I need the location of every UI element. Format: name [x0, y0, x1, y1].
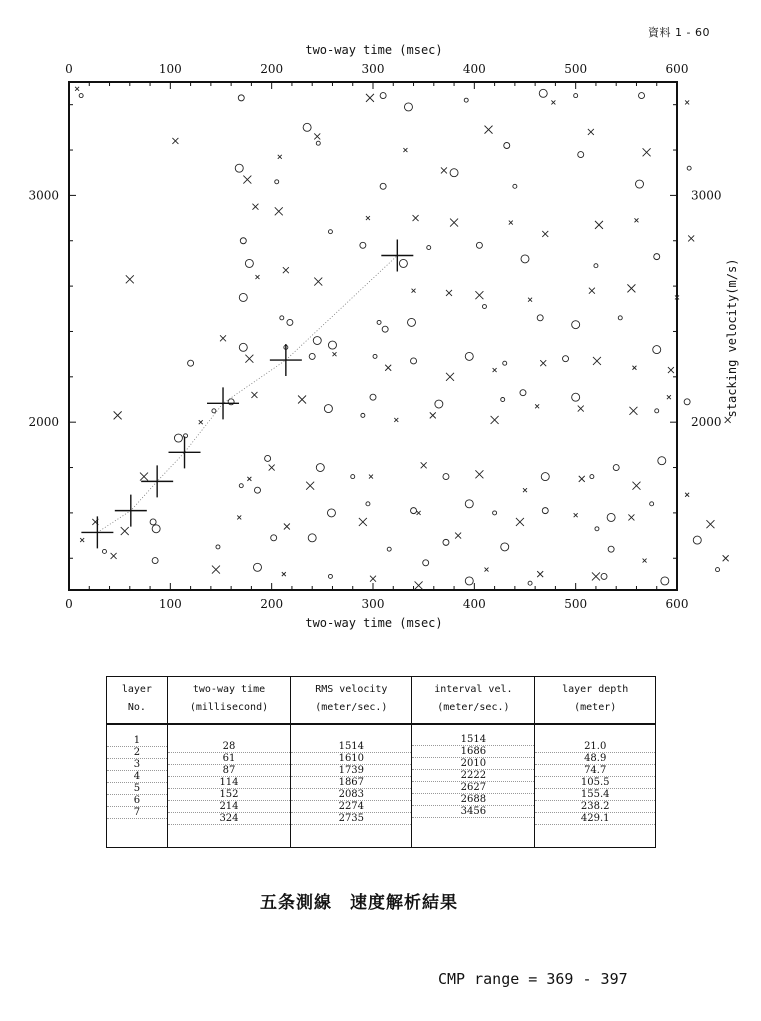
table-cell: 2083 [291, 789, 411, 801]
cross-point [643, 559, 647, 563]
cross-point [284, 524, 290, 530]
velocity-pick-6 [270, 344, 302, 376]
circle-point [373, 354, 377, 358]
circle-point [360, 242, 366, 248]
cross-point [579, 476, 585, 482]
cross-point [247, 477, 251, 481]
x-tick-label-top: 600 [665, 62, 689, 76]
cross-point [111, 553, 117, 559]
circle-point [102, 549, 106, 553]
circle-point [327, 509, 335, 517]
circle-point [328, 341, 336, 349]
x-tick-label-bottom: 300 [361, 597, 385, 611]
table-cell: 1610 [291, 753, 411, 765]
cross-point [126, 275, 134, 283]
cross-point [80, 538, 84, 542]
cross-point [417, 511, 421, 515]
circle-point [361, 413, 365, 417]
table-cell: 28 [168, 741, 290, 753]
circle-point [595, 527, 599, 531]
y-axis-label: stacking velocity(m/s) [725, 258, 739, 418]
cross-point [509, 221, 513, 225]
table-cell: 87 [168, 765, 290, 777]
header-time: two-way time (millisecond) [167, 677, 290, 725]
table-cell: 1514 [291, 741, 411, 753]
circle-point [411, 358, 417, 364]
cross-point [394, 418, 398, 422]
cross-point [237, 515, 241, 519]
cross-point [199, 420, 203, 424]
table-cell: 155.4 [535, 789, 655, 801]
circle-point [563, 356, 569, 362]
cross-point [282, 572, 286, 576]
circle-point [216, 545, 220, 549]
circle-point [639, 93, 645, 99]
velocity-pick-7 [381, 239, 413, 271]
cross-point [446, 290, 452, 296]
plot-frame [69, 82, 677, 590]
cross-point [172, 138, 178, 144]
table-cell: 1867 [291, 777, 411, 789]
cross-point [412, 289, 416, 293]
table-cell: 1 [107, 735, 167, 747]
circle-point [316, 141, 320, 145]
col-time [167, 724, 290, 848]
circle-point [504, 143, 510, 149]
circle-point [404, 103, 412, 111]
x-tick-label-top: 0 [65, 62, 73, 76]
scatter-marks [75, 87, 731, 590]
circle-point [482, 305, 486, 309]
cross-point [415, 581, 423, 589]
circle-point [608, 546, 614, 552]
cross-point [542, 231, 548, 237]
circle-point [613, 465, 619, 471]
table-cell: 214 [168, 801, 290, 813]
cross-point [455, 533, 461, 539]
circle-point [239, 343, 247, 351]
cross-point [516, 518, 524, 526]
table-cell: 2 [107, 747, 167, 759]
table-cell: 114 [168, 777, 290, 789]
page-reference: 資料 1 - 60 [648, 26, 710, 39]
cross-point [475, 470, 483, 478]
header-layer: layer No. [107, 677, 168, 725]
circle-point [594, 264, 598, 268]
circle-point [235, 164, 243, 172]
cross-point [595, 221, 603, 229]
circle-point [618, 316, 622, 320]
x-tick-label-bottom: 600 [665, 597, 689, 611]
x-axis-label-bottom: two-way time (msec) [305, 616, 443, 630]
cross-point [528, 298, 532, 302]
circle-point [240, 238, 246, 244]
circle-point [578, 152, 584, 158]
cross-point [314, 133, 320, 139]
header-interval: interval vel. (meter/sec.) [412, 677, 535, 725]
circle-point [501, 398, 505, 402]
x-tick-label-top: 400 [462, 62, 486, 76]
cross-point [592, 572, 600, 580]
circle-point [574, 94, 578, 98]
cross-point [540, 360, 546, 366]
col-rms [291, 724, 412, 848]
table-header-row [107, 677, 656, 725]
table-cell: 429.1 [535, 813, 655, 825]
cross-point [632, 482, 640, 490]
col-interval [412, 724, 535, 848]
cross-point [628, 514, 634, 520]
tick-labels [28, 62, 721, 611]
cross-point [255, 275, 259, 279]
x-tick-label-top: 100 [158, 62, 182, 76]
cross-point [588, 129, 594, 135]
x-tick-label-bottom: 200 [260, 597, 284, 611]
circle-point [408, 318, 416, 326]
circle-point [212, 409, 216, 413]
table-cell: 2627 [412, 782, 534, 794]
cross-point [574, 513, 578, 517]
cross-point [723, 555, 729, 561]
circle-point [443, 474, 449, 480]
cross-point [243, 176, 251, 184]
circle-point [653, 346, 661, 354]
velocity-pick-2 [115, 495, 147, 527]
table-cell: 1739 [291, 765, 411, 777]
circle-point [370, 394, 376, 400]
circle-point [684, 399, 690, 405]
cross-point [245, 355, 253, 363]
y-tick-label-right: 3000 [691, 188, 722, 203]
circle-point [601, 573, 607, 579]
circle-point [493, 511, 497, 515]
cross-point [493, 368, 497, 372]
circle-point [542, 508, 548, 514]
circle-point [275, 180, 279, 184]
col-layer [107, 724, 168, 848]
circle-point [245, 259, 253, 267]
cmp-range: CMP range = 369 - 397 [438, 970, 628, 988]
table-cell: 61 [168, 753, 290, 765]
cross-point [551, 100, 555, 104]
velocity-pick-3 [141, 465, 173, 497]
table-cell: 5 [107, 783, 167, 795]
circle-point [380, 183, 386, 189]
header-depth: layer depth (meter) [535, 677, 656, 725]
circle-point [308, 534, 316, 542]
cross-point [668, 367, 674, 373]
cross-point [484, 568, 488, 572]
table-cell: 238.2 [535, 801, 655, 813]
circle-point [655, 409, 659, 413]
col-depth [535, 724, 656, 848]
cross-point [593, 357, 601, 365]
cross-point [366, 94, 374, 102]
circle-point [309, 353, 315, 359]
circle-point [520, 390, 526, 396]
header-rms: RMS velocity (meter/sec.) [291, 677, 412, 725]
cross-point [269, 465, 275, 471]
circle-point [572, 393, 580, 401]
circle-point [443, 539, 449, 545]
cross-point [685, 100, 689, 104]
circle-point [464, 98, 468, 102]
cross-point [314, 278, 322, 286]
table-cell: 6 [107, 795, 167, 807]
cross-point [446, 373, 454, 381]
cross-point [332, 352, 336, 356]
cross-point [537, 571, 543, 577]
circle-point [537, 315, 543, 321]
velocity-pick-4 [169, 436, 201, 468]
cross-point [359, 518, 367, 526]
cross-point [632, 366, 636, 370]
plot-border [69, 82, 677, 590]
circle-point [254, 487, 260, 493]
table-cell: 7 [107, 807, 167, 819]
circle-point [313, 337, 321, 345]
cross-point [306, 482, 314, 490]
cross-point [369, 475, 373, 479]
table-cell: 324 [168, 813, 290, 825]
cross-point [366, 216, 370, 220]
circle-point [387, 547, 391, 551]
circle-point [654, 254, 660, 260]
cross-point [385, 365, 391, 371]
cross-point [535, 404, 539, 408]
circle-point [328, 230, 332, 234]
velocity-picks [81, 239, 413, 548]
circle-point [650, 502, 654, 506]
circle-point [174, 434, 182, 442]
circle-point [423, 560, 429, 566]
cross-point [298, 396, 306, 404]
table-cell: 2735 [291, 813, 411, 825]
circle-point [476, 242, 482, 248]
cross-point [685, 493, 689, 497]
cross-point [114, 411, 122, 419]
circle-point [324, 405, 332, 413]
circle-point [687, 166, 691, 170]
circle-point [539, 89, 547, 97]
x-tick-label-bottom: 400 [462, 597, 486, 611]
cross-point [667, 395, 671, 399]
cross-point [706, 520, 714, 528]
cross-point [578, 406, 584, 412]
cross-point [627, 284, 635, 292]
cross-point [220, 335, 226, 341]
cross-point [370, 576, 376, 582]
circle-point [271, 535, 277, 541]
cross-point [643, 148, 651, 156]
circle-point [399, 259, 407, 267]
cross-point [121, 527, 129, 535]
y-tick-label-right: 2000 [691, 415, 722, 430]
cross-point [523, 488, 527, 492]
table-cell: 48.9 [535, 753, 655, 765]
table-cell: 4 [107, 771, 167, 783]
circle-point [427, 246, 431, 250]
circle-point [79, 94, 83, 98]
cross-point [251, 392, 257, 398]
circle-point [607, 513, 615, 521]
velocity-pick-1 [81, 516, 113, 548]
circle-point [501, 543, 509, 551]
circle-point [693, 536, 701, 544]
table-cell: 152 [168, 789, 290, 801]
circle-point [521, 255, 529, 263]
cross-point [688, 235, 694, 241]
circle-point [661, 577, 669, 585]
circle-point [528, 581, 532, 585]
table-cell: 1514 [412, 734, 534, 746]
circle-point [303, 123, 311, 131]
circle-point [716, 568, 720, 572]
x-tick-label-top: 200 [260, 62, 284, 76]
cross-point [441, 167, 447, 173]
cross-point [634, 218, 638, 222]
circle-point [377, 320, 381, 324]
cross-point [629, 407, 637, 415]
table-cell: 2010 [412, 758, 534, 770]
table-cell: 2274 [291, 801, 411, 813]
table-cell: 2688 [412, 794, 534, 806]
circle-point [411, 508, 417, 514]
circle-point [253, 563, 261, 571]
table-cell: 3456 [412, 806, 534, 818]
circle-point [450, 169, 458, 177]
cross-point [75, 87, 79, 91]
circle-point [513, 184, 517, 188]
circle-point [658, 457, 666, 465]
x-tick-label-bottom: 100 [158, 597, 182, 611]
figure-caption: 五条測線 速度解析結果 [260, 893, 458, 913]
table-cell: 2222 [412, 770, 534, 782]
circle-point [152, 558, 158, 564]
table-cell: 1686 [412, 746, 534, 758]
circle-point [590, 475, 594, 479]
circle-point [572, 321, 580, 329]
circle-point [435, 400, 443, 408]
circle-point [465, 352, 473, 360]
cross-point [403, 148, 407, 152]
circle-point [239, 293, 247, 301]
cross-point [275, 207, 283, 215]
x-tick-label-bottom: 500 [564, 597, 588, 611]
cross-point [450, 219, 458, 227]
circle-point [636, 180, 644, 188]
x-tick-label-bottom: 0 [65, 597, 73, 611]
circle-point [380, 93, 386, 99]
circle-point [316, 464, 324, 472]
circle-point [150, 519, 156, 525]
x-axis-label-top: two-way time (msec) [305, 43, 443, 57]
circle-point [465, 577, 473, 585]
cross-point [140, 473, 148, 481]
circle-point [366, 502, 370, 506]
cross-point [491, 416, 499, 424]
cross-point [212, 566, 220, 574]
circle-point [188, 360, 194, 366]
circle-point [465, 500, 473, 508]
cross-point [589, 288, 595, 294]
layer-table [106, 676, 656, 848]
table-cell: 105.5 [535, 777, 655, 789]
table-cell: 74.7 [535, 765, 655, 777]
table-body-row [107, 724, 656, 848]
circle-point [239, 484, 243, 488]
circle-point [351, 475, 355, 479]
cross-point [475, 291, 483, 299]
table-cell: 21.0 [535, 741, 655, 753]
cross-point [252, 204, 258, 210]
cross-point [283, 267, 289, 273]
cross-point [421, 462, 427, 468]
circle-point [280, 316, 284, 320]
cross-point [430, 412, 436, 418]
y-tick-label-left: 3000 [28, 188, 59, 203]
circle-point [238, 95, 244, 101]
circle-point [382, 326, 388, 332]
y-tick-label-left: 2000 [28, 415, 59, 430]
x-tick-label-top: 500 [564, 62, 588, 76]
table-cell: 3 [107, 759, 167, 771]
cross-point [413, 215, 419, 221]
circle-point [265, 455, 271, 461]
x-tick-label-top: 300 [361, 62, 385, 76]
cross-point [485, 126, 493, 134]
circle-point [328, 574, 332, 578]
axis-ticks [69, 82, 677, 590]
circle-point [152, 525, 160, 533]
cross-point [278, 155, 282, 159]
circle-point [541, 473, 549, 481]
circle-point [287, 319, 293, 325]
circle-point [503, 361, 507, 365]
velocity-pick-5 [207, 387, 239, 419]
